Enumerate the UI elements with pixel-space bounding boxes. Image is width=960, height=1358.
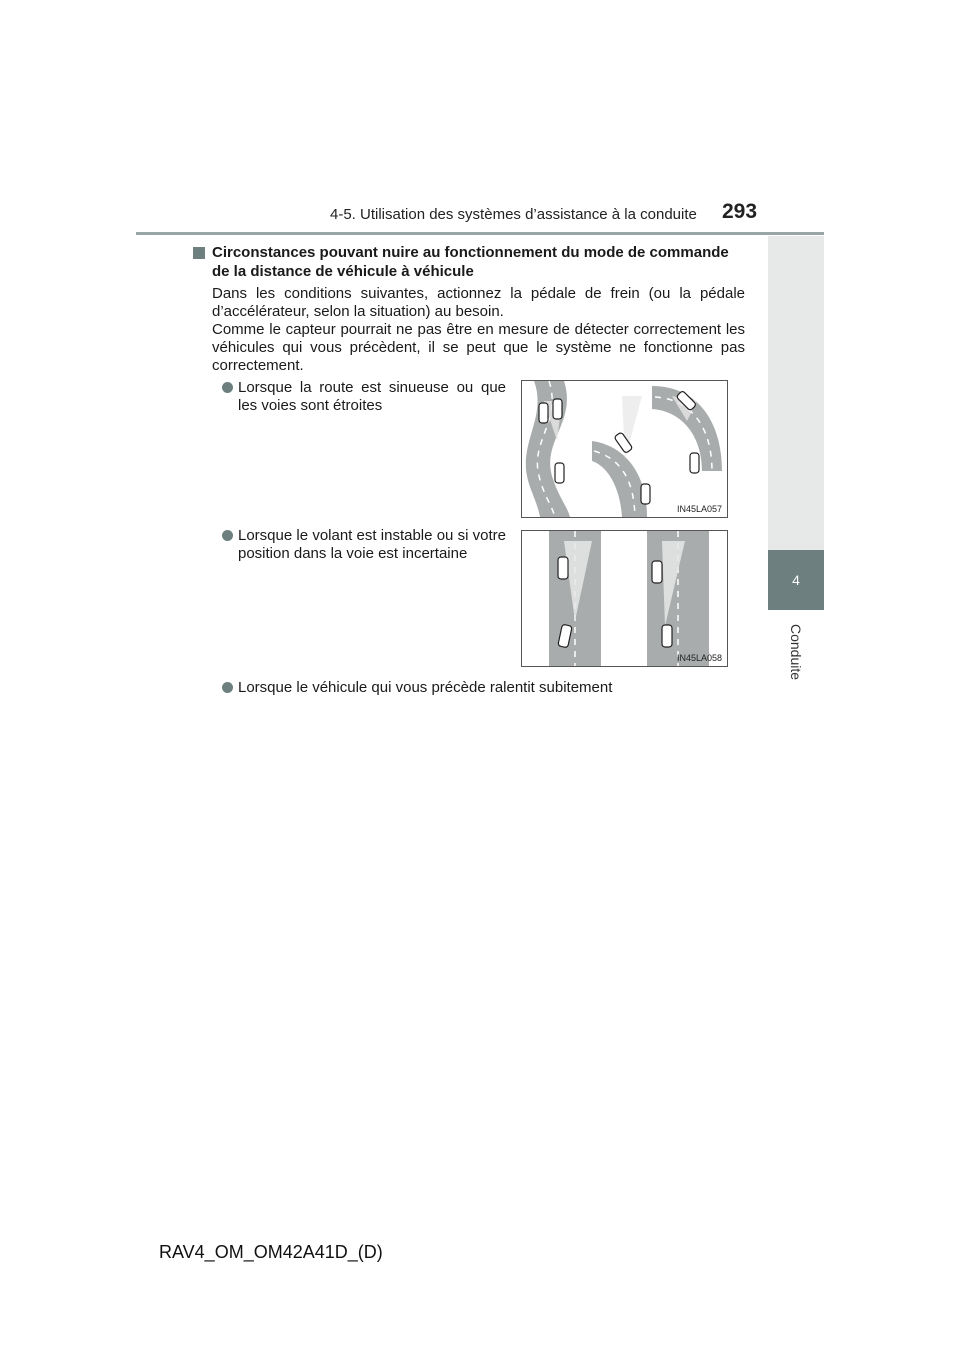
chapter-label: Conduite [788,623,804,681]
bullet-text: Lorsque la route est sinueuse ou que les voies sont étroites [238,379,506,414]
section-heading-text: Circonstances pouvant nuire au fonctionnement du mode de commande de la distance de véhicule à véhicule [212,244,729,280]
paragraph-1: Dans les conditions suivantes, actionnez la pédale de frein (ou la pédale d’accélérateur, selon la situation) au besoin. [212,285,745,320]
chapter-label-tab [768,612,824,682]
document-code: RAV4_OM_OM42A41D_(D) [159,1242,383,1262]
figure-code: IN45LA057 [676,504,722,514]
bullet-item [238,379,506,415]
paragraph-2: Comme le capteur pourrait ne pas être en mesure de détecter correctement les véhicules qui vous précèdent, il se peut que le système ne fonctionne pas correctement. [212,321,745,374]
figure-winding-road [521,380,728,518]
square-bullet-icon [193,247,205,259]
chapter-number-tab: 4 [768,550,824,610]
bullet-text: Lorsque le volant est instable ou si votre position dans la voie est incertaine [238,527,506,562]
side-tab-spacer [768,236,824,550]
round-bullet-icon [222,530,233,541]
unstable-steering-illustration-icon [522,531,727,666]
round-bullet-icon [222,682,233,693]
figure-code: IN45LA058 [676,653,722,663]
round-bullet-icon [222,382,233,393]
header-divider [136,232,824,235]
figure-unstable-steering [521,530,728,667]
bullet-text: Lorsque le véhicule qui vous précède ralentit subitement [238,679,613,696]
winding-road-illustration-icon [522,381,727,517]
page-number: 293 [722,200,758,223]
section-heading [212,243,747,281]
bullet-item [238,527,506,563]
bullet-item [238,679,708,697]
running-header-title: 4-5. Utilisation des systèmes d’assistance à la conduite [330,206,697,223]
